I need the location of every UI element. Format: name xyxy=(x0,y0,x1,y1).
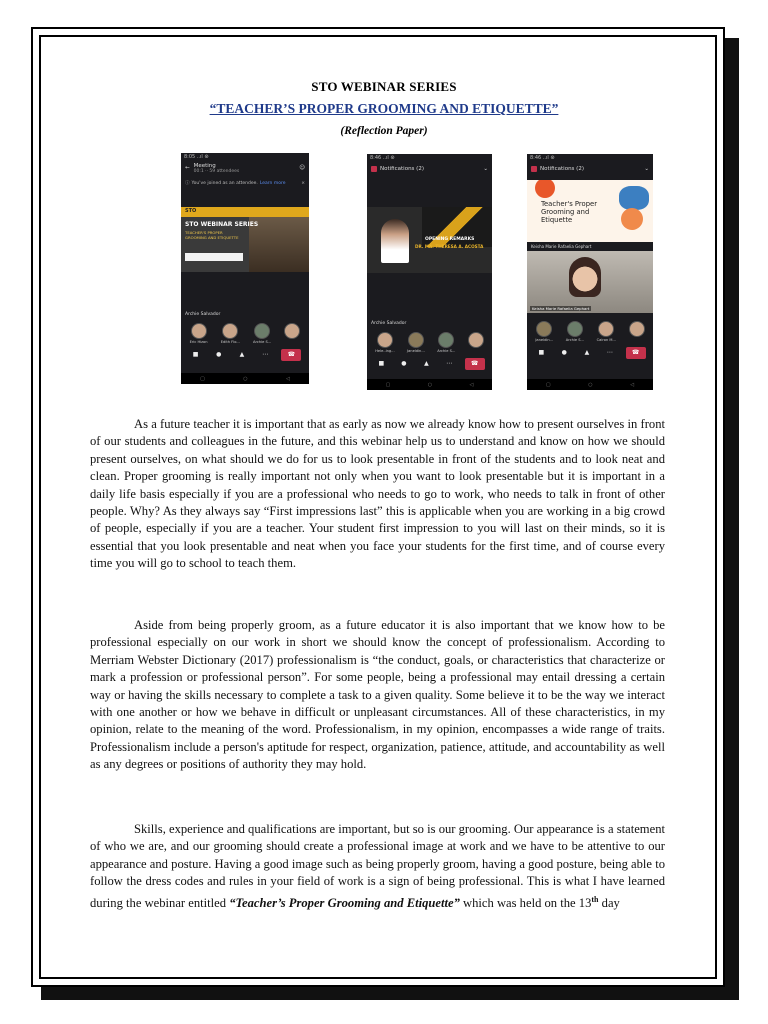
participant-tile xyxy=(221,323,240,344)
participant-name: Archie S... xyxy=(253,340,272,344)
speaker-video xyxy=(527,251,653,313)
slide-blob-blue xyxy=(619,186,649,210)
participant-strip xyxy=(527,321,653,342)
call-controls xyxy=(181,349,309,361)
participant-tile xyxy=(253,323,271,344)
series-heading: STO WEBINAR SERIES xyxy=(311,79,457,94)
speaker-label: Keisha Marie Rafaelia Gephart xyxy=(531,244,592,249)
slide-title: STO WEBINAR SERIES xyxy=(185,221,259,228)
participant-name: Hele..ing... xyxy=(375,349,395,353)
more-icon: ⋯ xyxy=(446,360,453,367)
chevron-down-icon: ⌄ xyxy=(644,166,649,172)
more-icon: ⋯ xyxy=(262,351,269,358)
slide-orange-circle xyxy=(535,180,555,198)
learn-more-link: Learn more xyxy=(259,180,286,186)
participant-name: Edith Flo... xyxy=(220,340,240,344)
recents-icon: ▢ xyxy=(545,381,551,388)
avatar xyxy=(598,321,614,337)
android-nav-bar xyxy=(527,379,653,390)
notifications-title: Notifications (2) xyxy=(540,166,584,172)
paper-title xyxy=(0,101,768,117)
home-icon: ○ xyxy=(427,381,433,388)
participant-tile xyxy=(629,321,645,338)
paper-subtitle: (Reflection Paper) xyxy=(340,125,428,137)
home-icon: ○ xyxy=(243,375,248,382)
end-call-icon: ☎ xyxy=(281,349,301,361)
avatar xyxy=(284,323,300,339)
ordinal-suffix: th xyxy=(591,894,599,904)
participant-tile xyxy=(437,332,455,353)
back-icon: ◁ xyxy=(630,381,635,388)
paragraph-2-text: Aside from being properly groom, as a future educator it is also important that we know how to be professional especially on our work in short we should know the concept of professionalism. According to Merriam Webster Dictionary (2017) professionalism is “the conduct, goals, or characteristics that characterize or mark a profession or professional person”. For some people, being a professional may entail dressing a certain way or having the skills necessary to complete a task to a given quality. Some believe it to be the way we interact with one another or how we behave in difficult or unpleasant circumstances. All of these characteristics, in my opinion, relate to the meaning of the word. Professionalism, in my opinion, encompasses a wide range of traits. Professionalism include a person's aptitude for respect, organization, patience, attitude, and accountability as well as any degrees or positions of authority they may hold. xyxy=(90,618,665,772)
close-icon: × xyxy=(301,180,305,186)
paragraph-3 xyxy=(90,821,665,912)
slide-title: Teacher's Proper Grooming and Etiquette xyxy=(541,200,598,224)
home-icon: ○ xyxy=(588,381,593,388)
speaker-icon: ▲ xyxy=(239,351,245,358)
recents-icon: ▢ xyxy=(385,381,391,388)
status-bar: 8:46 ..ıl ⊛ xyxy=(530,155,555,161)
participant-tile xyxy=(284,323,300,340)
avatar xyxy=(254,323,270,339)
notifications-title: Notifications (2) xyxy=(380,166,424,172)
people-icon: ☺ xyxy=(299,165,305,171)
status-bar: 8:05 ..ıl ⊛ xyxy=(184,154,209,160)
meeting-title: Meeting xyxy=(193,162,216,169)
attendee-notice xyxy=(181,176,309,190)
meeting-title-block xyxy=(194,163,240,174)
meeting-attendees: 00:1 ·· 59 attendees xyxy=(193,168,240,174)
paper-title-text: “TEACHER’S PROPER GROOMING AND ETIQUETTE” xyxy=(209,101,559,116)
info-icon: ⓘ xyxy=(185,181,190,186)
teams-icon xyxy=(371,166,377,172)
shared-slide xyxy=(181,207,309,272)
paragraph-3-text xyxy=(90,821,665,912)
notification-bar xyxy=(527,161,653,177)
shared-slide xyxy=(527,180,653,242)
paragraph-3-end: which was held on the 13 xyxy=(459,895,592,910)
paragraph-1-text: As a future teacher it is important that as early as now we already know how to present ourselves in front of our students and colleagues in the future, and this webinar help us to understand and know on how we should present ourselves, on what should we do for us to look presentable in front of the students and to look neat and clean. Proper grooming is really important not only when you want to look presentable but it is important in a daily life basis especially if you are a professional who needs to go to work, who needs to talk in front of other people. Why? As they always say “First impressions last” this is applicable when you are working in a big crowd of people, especially if you are a teacher. Your student first impression to you will last on their minds, so it is essential that you look presentable and neat when you face your students for the first time, and of course every time you will go to school to teach them. xyxy=(90,417,665,571)
participant-strip xyxy=(367,332,492,353)
back-icon: ◁ xyxy=(469,381,474,388)
participant-name: Janeldin... xyxy=(407,349,425,353)
android-nav-bar xyxy=(367,379,492,390)
slide-speaker-name: DR. MA. THERESA A. ACOSTA xyxy=(415,244,484,249)
chevron-down-icon: ⌄ xyxy=(483,166,488,172)
avatar xyxy=(408,332,424,348)
camera-off-icon: ■ xyxy=(192,351,199,358)
participant-name: Cairon M... xyxy=(596,338,616,342)
meeting-screenshot-2 xyxy=(367,154,492,390)
status-bar: 8:46 ..ıl ⊛ xyxy=(370,155,395,161)
participant-tile xyxy=(375,332,394,353)
participant-strip xyxy=(181,323,309,344)
call-controls xyxy=(527,347,653,359)
speaker-face xyxy=(569,257,601,297)
participant-name: Eric Hizon xyxy=(189,340,208,344)
recents-icon: ▢ xyxy=(200,375,205,382)
presenter-label: Archie Salvador xyxy=(185,312,221,317)
back-arrow-icon: ← xyxy=(185,165,190,171)
mic-icon: ● xyxy=(401,360,407,367)
back-icon: ◁ xyxy=(285,375,290,382)
participant-tile xyxy=(190,323,208,344)
paragraph-2 xyxy=(90,617,665,774)
paragraph-1 xyxy=(90,416,665,573)
participant-name: Archie S... xyxy=(437,349,456,353)
presenter-label: Archie Salvador xyxy=(371,321,407,326)
participant-tile xyxy=(468,332,484,349)
avatar xyxy=(629,321,645,337)
end-call-icon: ☎ xyxy=(626,347,646,359)
participant-tile xyxy=(535,321,553,342)
speaker-photo xyxy=(381,219,409,263)
meeting-app-bar xyxy=(181,160,309,176)
shared-slide xyxy=(367,207,492,273)
slide-footer-strip xyxy=(185,253,243,261)
android-nav-bar xyxy=(181,373,309,384)
avatar xyxy=(468,332,484,348)
slide-banner xyxy=(181,207,309,217)
slide-blob-orange xyxy=(621,208,643,230)
avatar xyxy=(222,323,238,339)
camera-off-icon: ■ xyxy=(378,360,385,367)
speaker-icon: ▲ xyxy=(424,360,429,367)
paragraph-3-start: Skills, experience and qualifications are important, but so is our grooming. Our appearance is a statement of who we are, and our grooming should create a professional image at work and we have to be attentive to our appearance and posture. Having a good image such as being properly groom, having a good posture, being able to follow the dress codes and rules in your field of work is a sign of being professional. This is what I have learned during the webinar entitled xyxy=(90,822,665,910)
attendee-notice-text: You've joined as an attendee. xyxy=(191,180,258,186)
mic-icon: ● xyxy=(216,351,222,358)
paragraph-3-tail: day xyxy=(598,895,620,910)
avatar xyxy=(567,321,583,337)
call-controls xyxy=(367,358,492,370)
avatar xyxy=(377,332,393,348)
slide-logo: STO xyxy=(185,208,197,214)
participant-tile xyxy=(597,321,616,342)
meeting-screenshot-3 xyxy=(527,154,653,390)
participant-name: Janeldin... xyxy=(535,338,554,342)
participant-tile xyxy=(407,332,425,353)
slide-caption: OPENING REMARKS xyxy=(425,237,475,242)
participant-name: Archie S... xyxy=(565,338,584,342)
participant-tile xyxy=(566,321,584,342)
speaker-icon: ▲ xyxy=(584,349,590,356)
more-icon: ⋯ xyxy=(606,349,613,356)
end-call-icon: ☎ xyxy=(465,358,485,370)
camera-off-icon: ■ xyxy=(538,349,545,356)
avatar xyxy=(438,332,454,348)
slide-subtitle: TEACHER'S PROPER GROOMING AND ETIQUETTE xyxy=(185,230,239,240)
teams-icon xyxy=(531,166,537,172)
meeting-screenshot-1 xyxy=(181,153,309,384)
avatar xyxy=(536,321,552,337)
webinar-title-inline: “Teacher’s Proper Grooming and Etiquette” xyxy=(229,895,460,910)
speaker-caption: Keisha Marie Rafaelia Gephart xyxy=(532,306,590,311)
mic-icon: ● xyxy=(561,349,567,356)
avatar xyxy=(191,323,207,339)
notification-bar xyxy=(367,161,492,177)
